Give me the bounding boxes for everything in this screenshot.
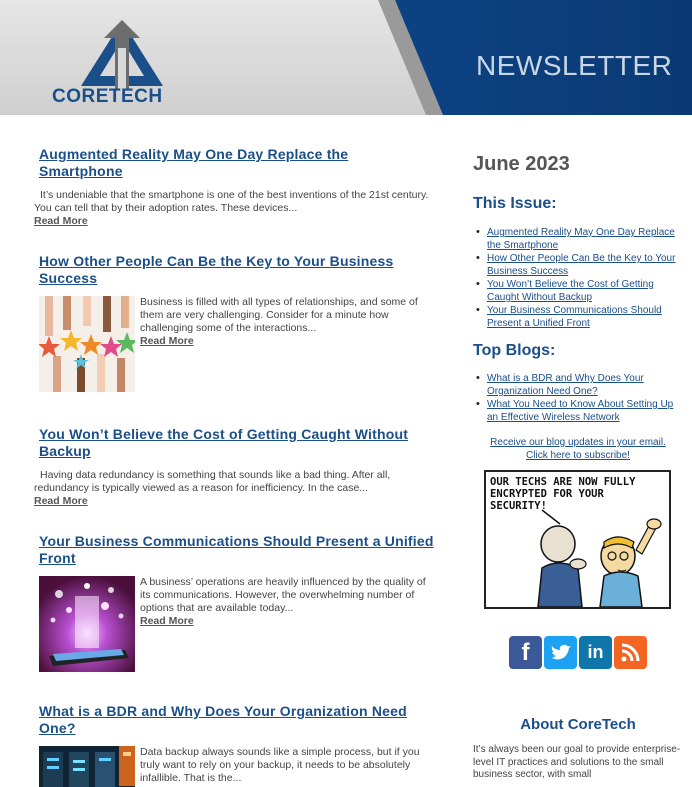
article-2-read-more[interactable]: Read More [140,335,194,347]
linkedin-icon[interactable]: in [579,636,612,669]
article-2-body [34,296,434,396]
article-1-title[interactable]: Augmented Reality May One Day Replace the Smartphone [39,146,349,179]
server-room-image[interactable] [39,746,135,787]
comic-caption-line-3: SECURITY! [490,500,547,512]
this-issue-link-4[interactable]: Your Business Communications Should Present a Unified Front [487,305,662,329]
about-heading: About CoreTech [520,716,636,733]
top-blogs-heading: Top Blogs: [473,342,556,359]
this-issue-heading: This Issue: [473,195,557,212]
article-4-excerpt-text: A business’ operations are heavily influenced by the quality of its communications. However, the overwhelming number of options that are available today... [140,576,426,614]
newsletter-title: NEWSLETTER [476,50,673,81]
article-3-excerpt [34,469,434,495]
newsletter-header [0,0,692,115]
article-2-excerpt-text: Business is filled with all types of relationships, and some of them are very challenging. Consider for a minute how challenging some of the interactions... [140,296,418,334]
article-5 [34,703,434,787]
article-5-excerpt [140,746,436,785]
this-issue-link-2[interactable]: How Other People Can Be the Key to Your Business Success [487,253,676,277]
article-4-excerpt [140,576,436,628]
smartphone-glow-image[interactable] [39,576,135,672]
article-1-excerpt [34,189,434,215]
this-issue-item [473,226,683,252]
comic-illustration [486,472,669,607]
subscribe-link[interactable]: Click here to subscribe! [526,450,630,461]
article-2 [34,253,434,396]
tech-comic[interactable] [484,470,671,609]
top-blogs-item [473,372,683,398]
this-issue-list [473,226,683,330]
top-blogs-item [473,398,683,424]
article-2-excerpt [140,296,436,348]
logo-text-tech: TECH [108,86,163,107]
article-4-read-more[interactable]: Read More [140,615,194,627]
article-5-excerpt-text: Data backup always sounds like a simple process, but if you truly want to rely on your backup, it needs to be absolutely infallible. That is the... [140,746,420,784]
comic-caption-line-2: ENCRYPTED FOR YOUR [490,488,604,500]
this-issue-link-3[interactable]: You Won’t Believe the Cost of Getting Caught Without Backup [487,279,654,303]
issue-month: June 2023 [473,153,570,175]
hands-stars-image[interactable] [39,296,135,392]
article-3-excerpt-text: Having data redundancy is something that sounds like a bad thing. After all, redundancy is typically viewed as a reason for inefficiency. In the case... [34,469,391,494]
coretech-logo-text [52,86,163,108]
article-2-title[interactable]: How Other People Can Be the Key to Your Business Success [39,253,394,286]
subscribe-line-1[interactable]: Receive our blog updates in your email. [490,437,666,448]
article-1 [34,146,434,228]
rss-icon[interactable] [614,636,647,669]
article-4-body [34,576,434,676]
article-5-body [34,746,434,787]
top-blog-link-1[interactable]: What is a BDR and Why Does Your Organization Need One? [487,373,644,397]
article-4 [34,533,434,676]
article-4-title[interactable]: Your Business Communications Should Present a Unified Front [39,533,434,566]
article-3 [34,426,434,508]
about-text: It’s always been our goal to provide enterprise-level IT practices and solutions to the small business sector, with small [473,744,681,780]
article-3-read-more[interactable]: Read More [34,495,88,507]
this-issue-item [473,304,683,330]
logo-text-core: CORE [52,86,109,107]
facebook-icon[interactable]: f [509,636,542,669]
this-issue-link-1[interactable]: Augmented Reality May One Day Replace the Smartphone [487,227,675,251]
article-1-excerpt-text: It’s undeniable that the smartphone is one of the best inventions of the 21st century. You can tell that by their adoption rates. These devices... [34,189,429,214]
top-blogs-list [473,372,683,424]
top-blog-link-2[interactable]: What You Need to Know About Setting Up an Effective Wireless Network [487,399,674,423]
twitter-icon[interactable] [544,636,577,669]
article-5-title[interactable]: What is a BDR and Why Does Your Organization Need One? [39,703,407,736]
this-issue-item [473,252,683,278]
comic-caption-line-1: OUR TECHS ARE NOW FULLY [490,476,636,488]
article-3-title[interactable]: You Won’t Believe the Cost of Getting Caught Without Backup [39,426,409,459]
article-1-read-more[interactable]: Read More [34,215,88,227]
this-issue-item [473,278,683,304]
subscribe-block [473,436,683,462]
